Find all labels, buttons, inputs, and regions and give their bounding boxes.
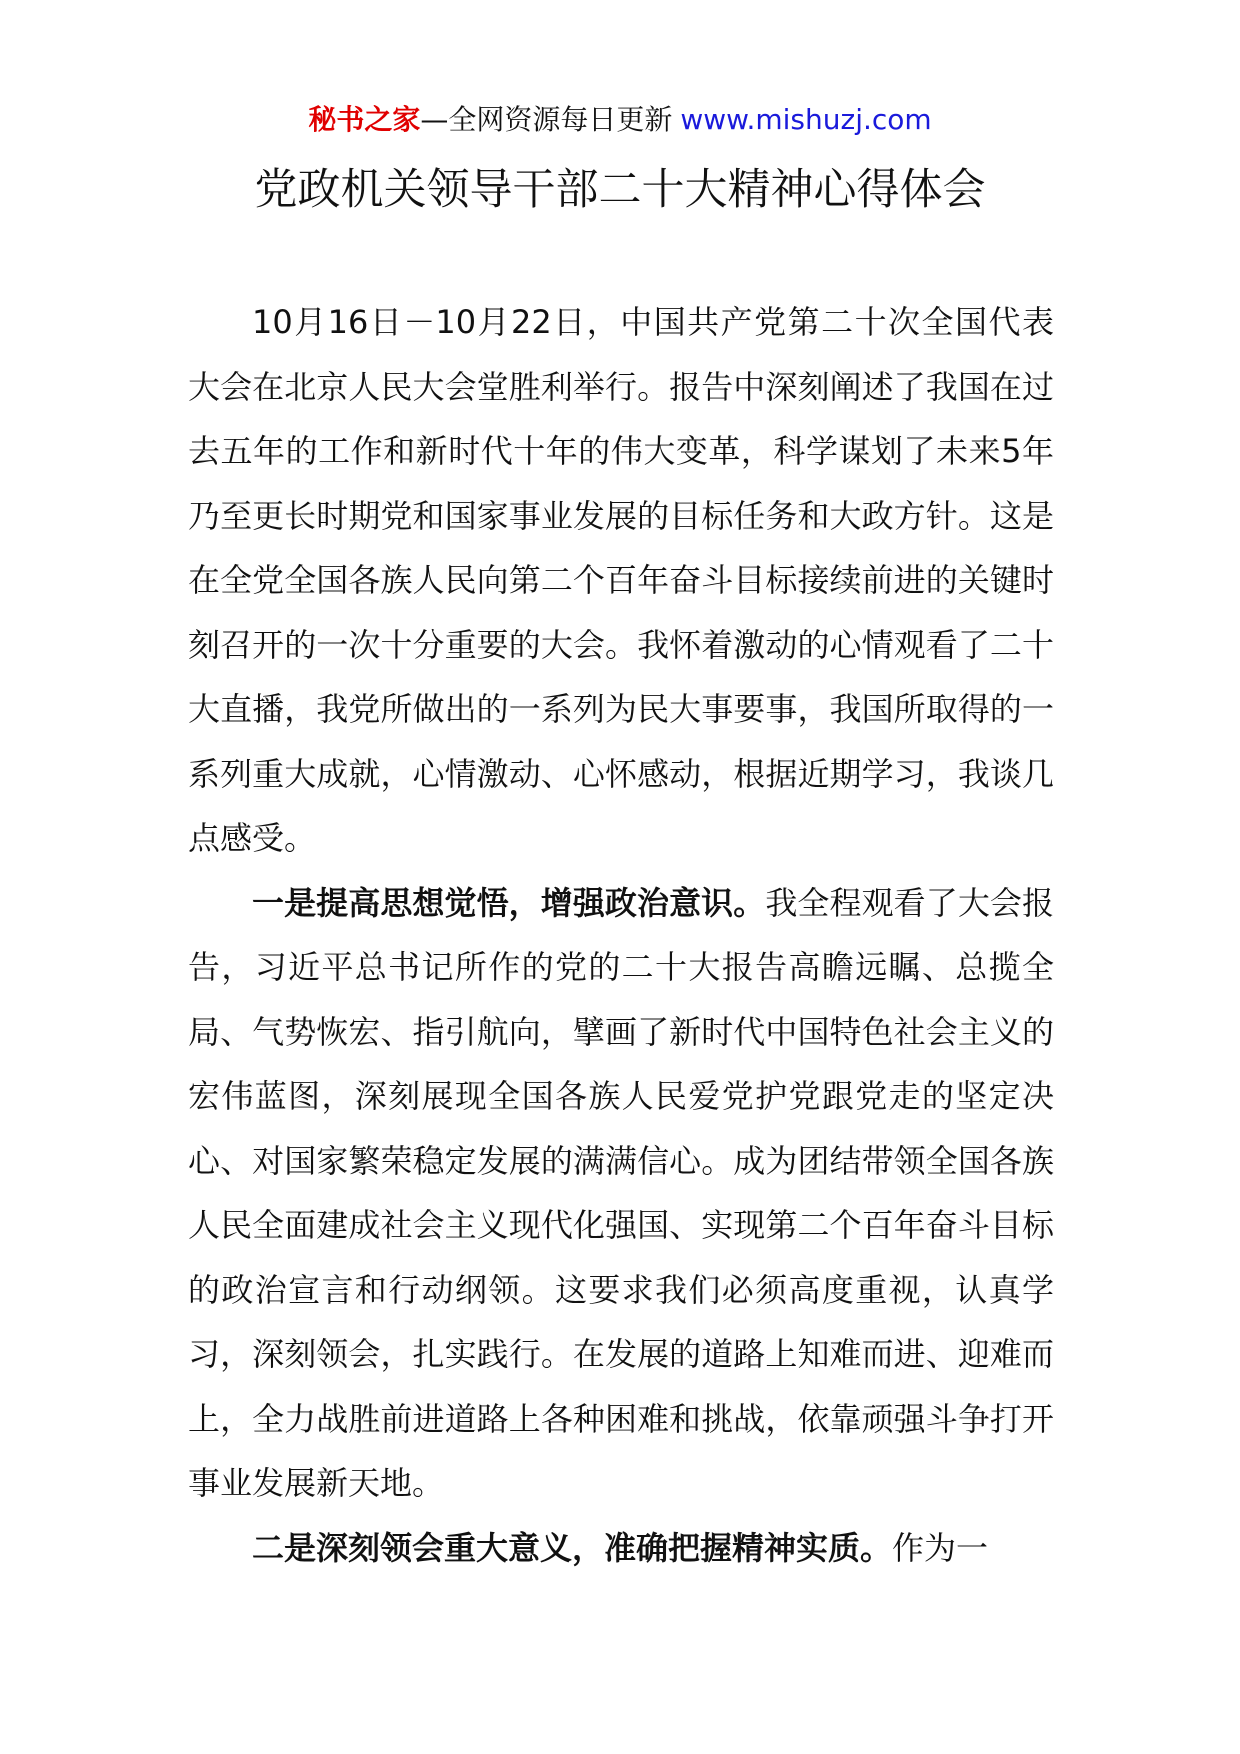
site-header [0,100,1240,140]
site-link[interactable]: www.mishuzj.com [680,103,932,136]
page-title: 党政机关领导干部二十大精神心得体会 [254,165,986,215]
paragraph-lead: 一是提高思想觉悟，增强政治意识。 [252,883,766,922]
document-body [188,290,1054,1580]
paragraph-point-one [188,871,1054,1516]
paragraph-point-two [188,1516,1054,1581]
brand-name: 秘书之家 [308,103,421,136]
paragraph-text: 10月16日－10月22日，中国共产党第二十次全国代表大会在北京人民大会堂胜利举行。报告中深刻阐述了我国在过去五年的工作和新时代十年的伟大变革，科学谋划了未来5年乃至更长时期党和国家事业发展的目标任务和大政方针。这是在全党全国各族人民向第二个百年奋斗目标接续前进的关键时刻召开的一次十分重要的大会。我怀着激动的心情观看了二十大直播，我党所做出的一系列为民大事要事，我国所取得的一系列重大成就，心情激动、心怀感动，根据近期学习，我谈几点感受。 [188,303,1054,857]
paragraph-lead: 二是深刻领会重大意义，准确把握精神实质。 [252,1528,893,1567]
header-tagline: —全网资源每日更新 [420,103,673,136]
paragraph-intro [188,290,1054,871]
paragraph-text: 我全程观看了大会报告，习近平总书记所作的党的二十大报告高瞻远瞩、总揽全局、气势恢宏、指引航向，擘画了新时代中国特色社会主义的宏伟蓝图，深刻展现全国各族人民爱党护党跟党走的坚定决心、对国家繁荣稳定发展的满满信心。成为团结带领全国各族人民全面建成社会主义现代化强国、实现第二个百年奋斗目标的政治宣言和行动纲领。这要求我们必须高度重视，认真学习，深刻领会，扎实践行。在发展的道路上知难而进、迎难而上，全力战胜前进道路上各种困难和挑战，依靠顽强斗争打开事业发展新天地。 [188,883,1054,1502]
paragraph-text: 作为一 [892,1528,989,1567]
